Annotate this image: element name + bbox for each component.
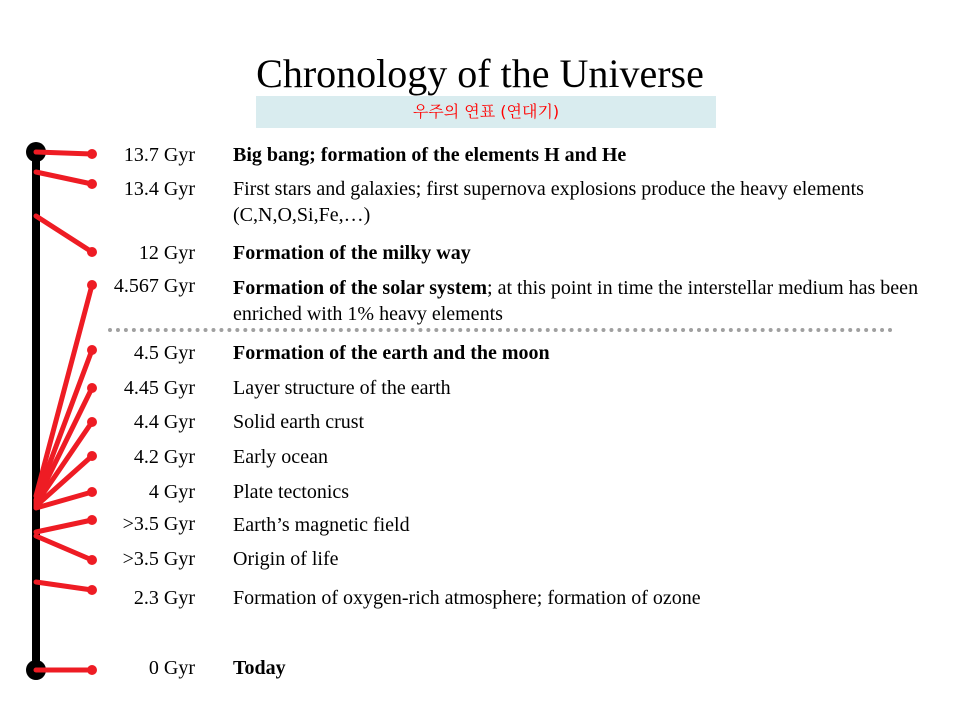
event-time: 13.7 Gyr <box>123 144 195 166</box>
event-time: 4.2 Gyr <box>133 446 195 468</box>
event-text: Earth’s magnetic field <box>233 514 410 536</box>
event-dot <box>87 247 97 257</box>
connector-line <box>36 216 92 252</box>
event-time: 0 Gyr <box>148 657 195 679</box>
event-dot <box>87 585 97 595</box>
connector-line <box>36 172 92 184</box>
event-text: Origin of life <box>233 548 339 570</box>
event-dot <box>87 665 97 675</box>
event-dot <box>87 451 97 461</box>
event-dot <box>87 487 97 497</box>
event-dot <box>87 383 97 393</box>
event-time: 4.4 Gyr <box>133 411 195 433</box>
event-time: 4.567 Gyr <box>113 275 195 297</box>
event-time: 4.45 Gyr <box>123 377 195 399</box>
event-dot <box>87 149 97 159</box>
event-text: Big bang; formation of the elements H and He <box>233 144 627 166</box>
event-time: 13.4 Gyr <box>123 178 195 200</box>
event-dot <box>87 417 97 427</box>
event-dot <box>87 280 97 290</box>
subtitle-banner: 우주의 연표 (연대기) <box>256 96 716 128</box>
event-text-bold: Formation of the solar system <box>233 277 488 299</box>
connector-line <box>36 536 92 560</box>
event-time: 2.3 Gyr <box>133 587 195 609</box>
event-dot <box>87 179 97 189</box>
page-title: Chronology of the Universe <box>256 51 704 96</box>
event-text: Formation of the milky way <box>233 242 471 264</box>
solar-system-divider <box>108 328 893 332</box>
event-time: 4 Gyr <box>148 481 195 503</box>
event-dot <box>87 555 97 565</box>
event-text: Solid earth crust <box>233 411 365 433</box>
event-text <box>233 275 923 327</box>
event-text: First stars and galaxies; first supernova explosions produce the heavy elements (C,N,O,Si,Fe,…) <box>233 178 864 226</box>
event-text: Today <box>233 657 286 679</box>
connector-line <box>36 388 92 502</box>
connector-line <box>36 582 92 590</box>
event-text: Layer structure of the earth <box>233 377 451 399</box>
event-dot <box>87 345 97 355</box>
connector-line <box>36 520 92 532</box>
event-time: >3.5 Gyr <box>122 513 195 535</box>
event-time: >3.5 Gyr <box>122 548 195 570</box>
event-time: 12 Gyr <box>138 242 195 264</box>
connector-line <box>36 350 92 500</box>
event-dot <box>87 515 97 525</box>
event-text: Formation of the earth and the moon <box>233 342 550 364</box>
event-text: Formation of oxygen-rich atmosphere; formation of ozone <box>233 587 701 609</box>
event-text: Plate tectonics <box>233 481 350 503</box>
event-text: Early ocean <box>233 446 328 468</box>
event-time: 4.5 Gyr <box>133 342 195 364</box>
event-text-rest: ; at this point in time the interstellar medium has been enriched with 1% heavy elements <box>233 277 919 325</box>
connector-line <box>36 152 92 154</box>
